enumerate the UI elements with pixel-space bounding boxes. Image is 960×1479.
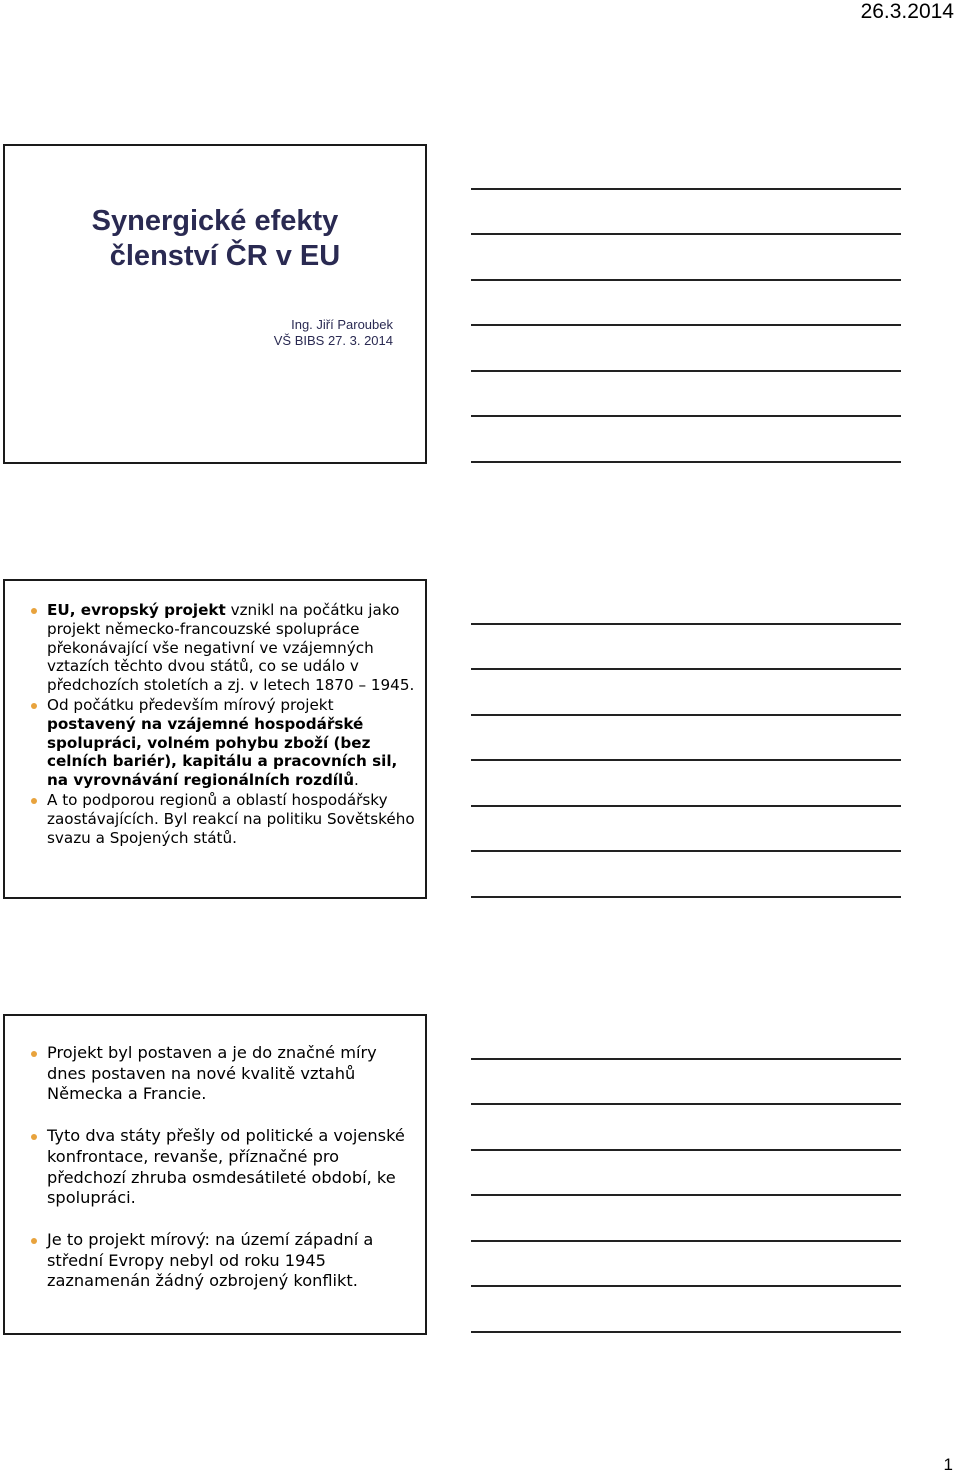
page-number: 1 <box>943 1455 953 1474</box>
note-line <box>471 1240 901 1242</box>
slide-title-line-1: Synergické efekty <box>91 205 339 237</box>
note-line <box>471 1103 901 1105</box>
note-line <box>471 805 901 807</box>
slide-title-line-2: členství ČR v EU <box>109 240 341 272</box>
bullet-icon <box>31 1238 37 1244</box>
note-line <box>471 415 901 417</box>
note-line <box>471 1285 901 1287</box>
bullet-icon <box>31 608 37 614</box>
bullet-item <box>5 791 425 847</box>
slide-2 <box>3 579 427 899</box>
note-line <box>471 714 901 716</box>
bullet-text: . <box>354 771 359 790</box>
note-line <box>471 188 901 190</box>
note-line <box>471 1194 901 1196</box>
slide-3 <box>3 1014 427 1335</box>
slide-subtitle <box>274 317 393 349</box>
note-line <box>471 668 901 670</box>
bullet-text: Od počátku především mírový projekt <box>47 695 334 714</box>
bullet-text: Projekt byl postaven a je do značné míry dnes postaven na nové kvalitě vztahů Německa a Francie. <box>47 1043 377 1104</box>
bullet-item <box>5 1230 425 1292</box>
bullet-text: Tyto dva státy přešly od politické a vojenské konfrontace, revanše, příznačné pro předchozí zhruba osmdesátileté období, ke spolupráci. <box>47 1126 405 1208</box>
note-line <box>471 461 901 463</box>
note-line <box>471 623 901 625</box>
bullet-text: A to podporou regionů a oblastí hospodářsky zaostávajících. Byl reakcí na politiku Sovětského svazu a Spojených států. <box>47 790 415 847</box>
note-line <box>471 370 901 372</box>
slide-1-title <box>3 144 427 464</box>
bullet-icon <box>31 1051 37 1057</box>
bullet-list <box>5 601 425 848</box>
bullet-item <box>5 601 425 695</box>
note-line <box>471 850 901 852</box>
bullet-item <box>5 1043 425 1105</box>
author-name: Ing. Jiří Paroubek <box>291 317 393 332</box>
note-line <box>471 233 901 235</box>
bullet-bold-text: EU, evropský projekt <box>47 601 226 619</box>
note-line <box>471 279 901 281</box>
bullet-item <box>5 1126 425 1209</box>
bullet-item <box>5 696 425 790</box>
bullet-text: vznikl na počátku jako projekt německo-francouzské spolupráce překonávající vše negativní ve vzájemných vztazích těchto dvou států, co se událo v předchozích stoletích a zj. v letech 1870 – 1945. <box>47 601 415 695</box>
bullet-bold-text: postavený na vzájemné hospodářské spolupráci, volném pohybu zboží (bez celních bariér), kapitálu a pracovních sil, na vyrovnávání regionálních rozdílů <box>47 714 398 790</box>
note-line <box>471 1058 901 1060</box>
note-line <box>471 759 901 761</box>
bullet-text: Je to projekt mírový: na území západní a střední Evropy nebyl od roku 1945 zaznamenán žádný ozbrojený konflikt. <box>47 1229 374 1291</box>
note-line <box>471 324 901 326</box>
bullet-list <box>5 1043 425 1313</box>
note-line <box>471 1331 901 1333</box>
slide-title <box>5 204 425 274</box>
page-date: 26.3.2014 <box>860 0 954 23</box>
bullet-icon <box>31 703 37 709</box>
event-info: VŠ BIBS 27. 3. 2014 <box>273 333 393 348</box>
note-line <box>471 1149 901 1151</box>
bullet-icon <box>31 1134 37 1140</box>
bullet-icon <box>31 798 37 804</box>
note-line <box>471 896 901 898</box>
